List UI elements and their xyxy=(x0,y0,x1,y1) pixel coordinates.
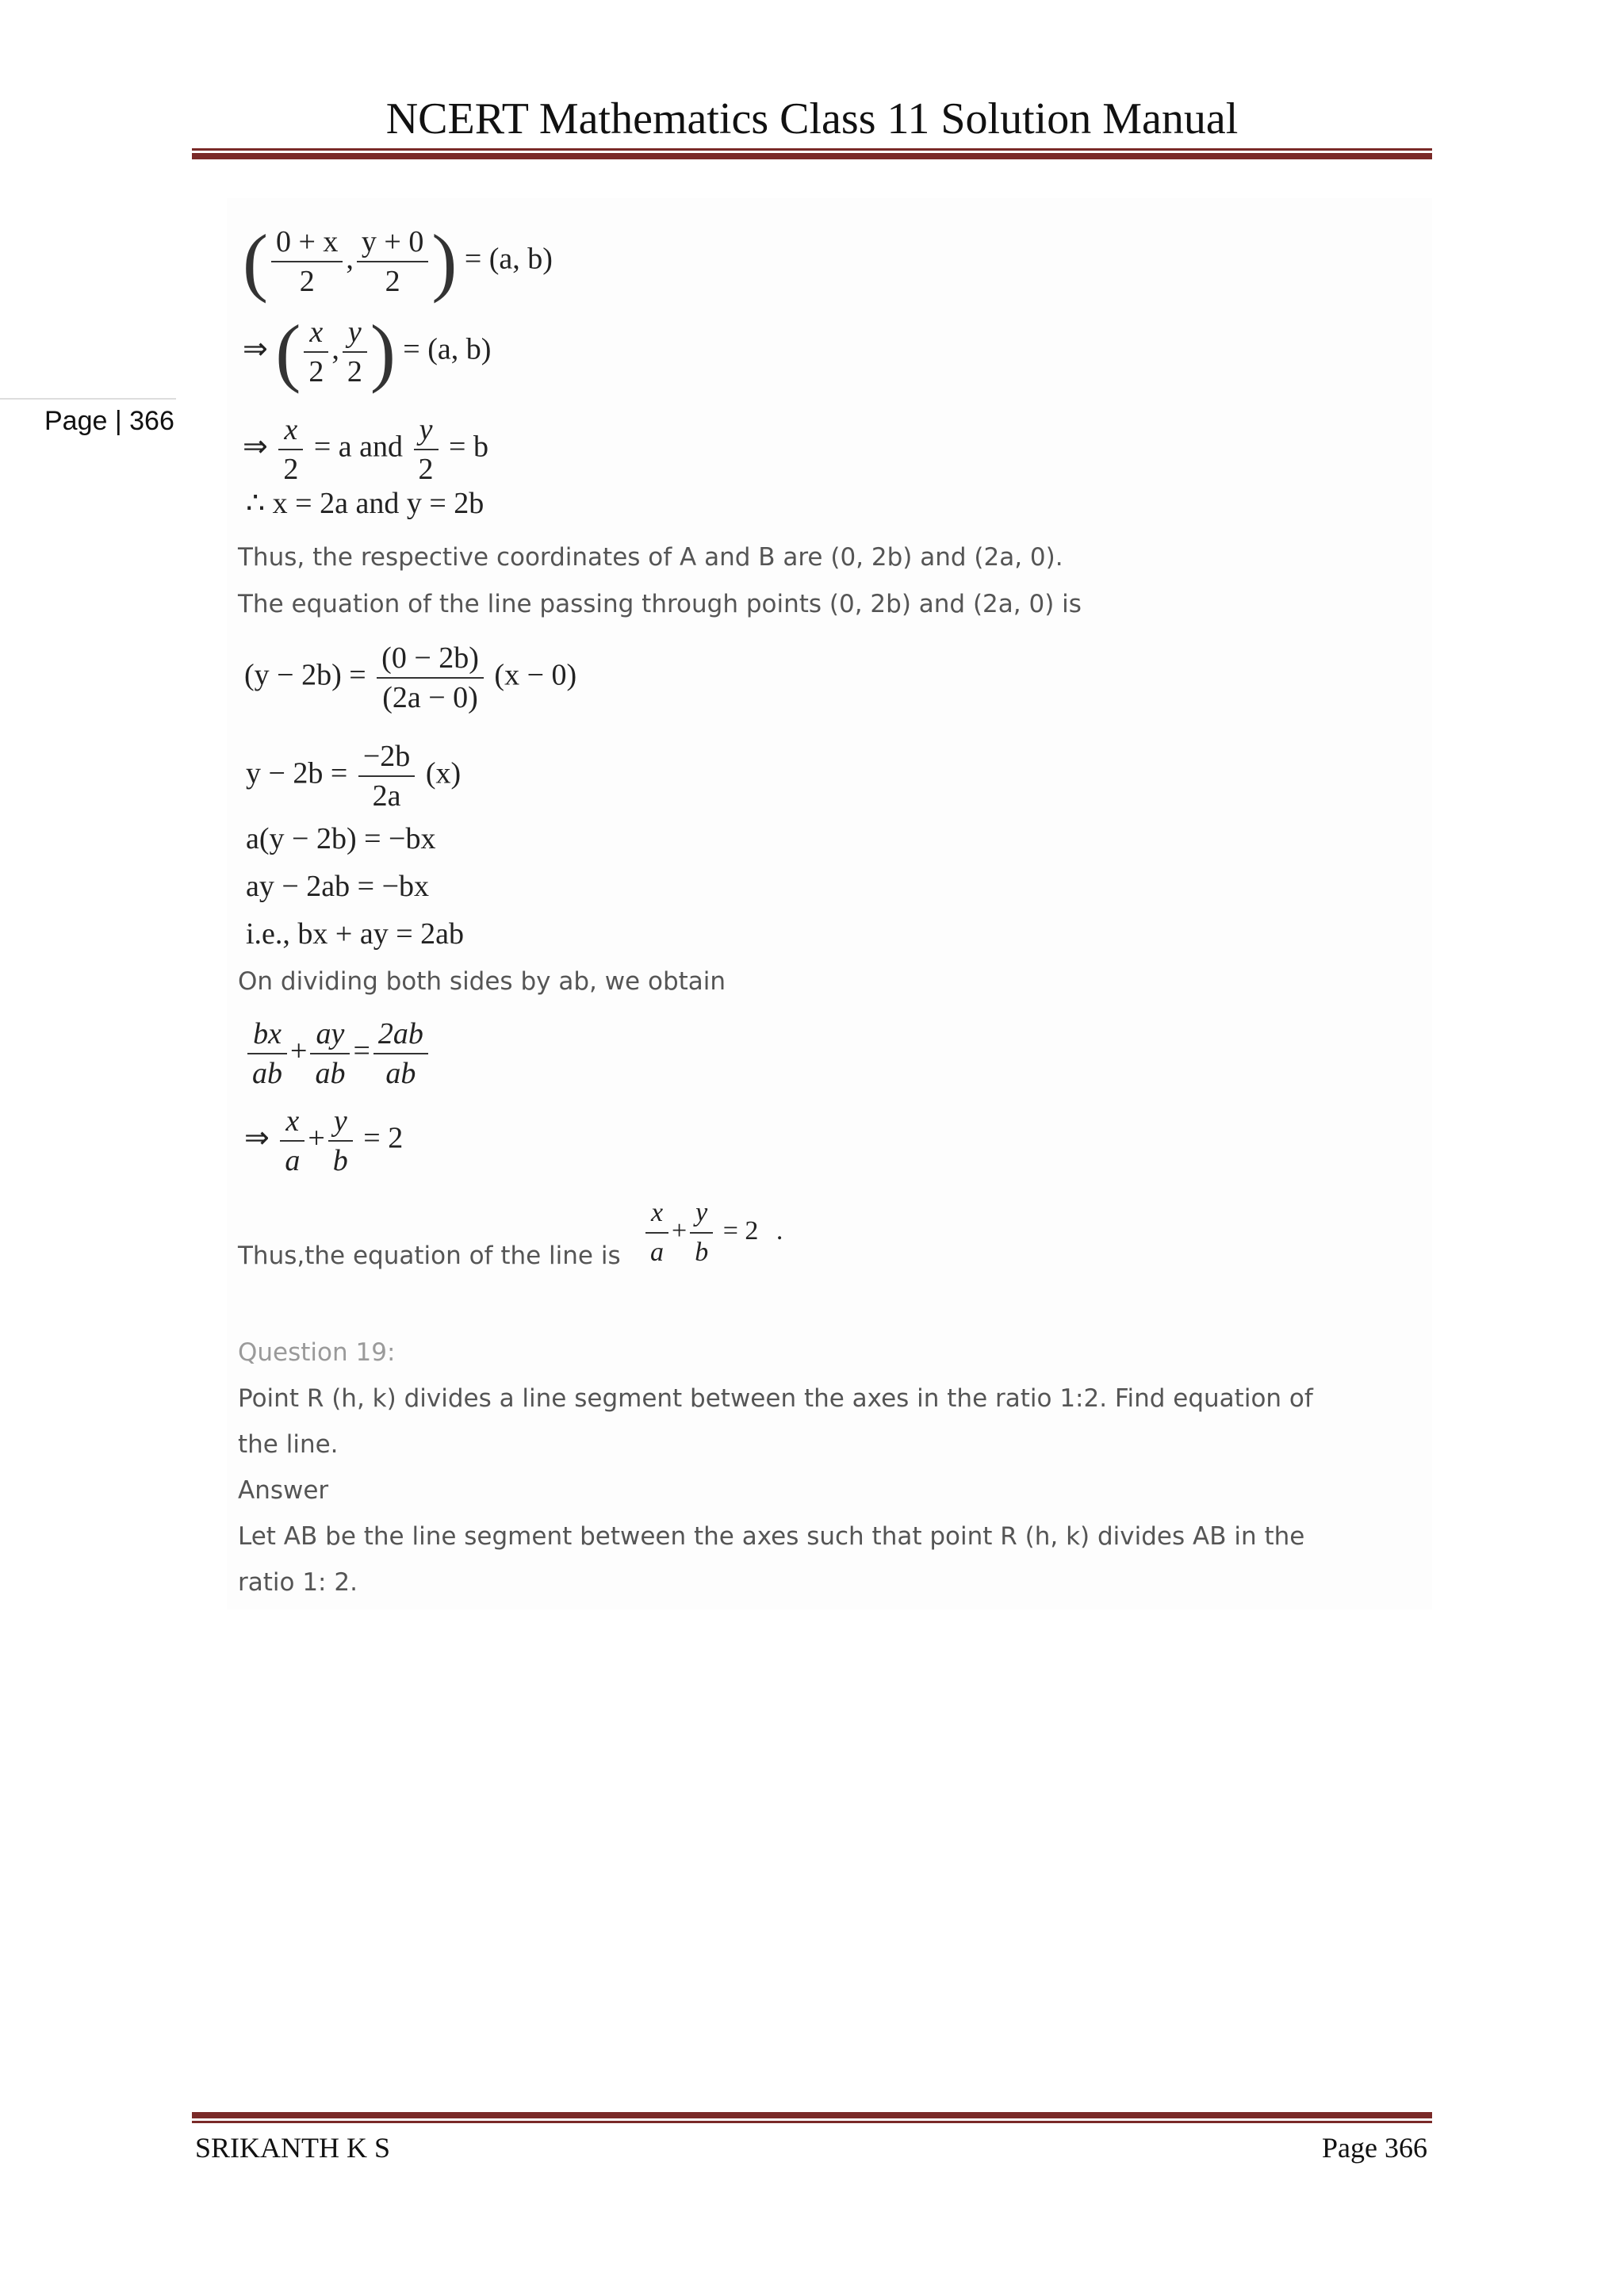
header-rule-thin xyxy=(192,148,1432,151)
footer-author: SRIKANTH K S xyxy=(195,2132,391,2164)
equation-intercept-form: ⇒ $\frac{x}{a}$ + $\frac{y}{b}$ = 2 xyxy=(244,1104,404,1177)
equation-slope-form: y − 2b = $\frac{-2b}{2a}$ (x) xyxy=(246,740,462,813)
side-tab-divider xyxy=(0,398,176,400)
equation-component-split: ⇒ $\frac{x}{2}$ = a and $\frac{y}{2}$ = b xyxy=(243,413,488,486)
answer-text-line-2: ratio 1: 2. xyxy=(238,1568,358,1597)
text-equation-conclusion: Thus,the equation of the line is xyxy=(238,1242,621,1270)
header-rule-thick xyxy=(192,153,1432,159)
text-dividing-by-ab: On dividing both sides by ab, we obtain xyxy=(238,967,726,996)
equation-midpoint: ( $\frac{0 + x}{2}$ , $\frac{y + 0}{2}$ ) = (a, b) xyxy=(243,219,553,304)
answer-label: Answer xyxy=(238,1476,329,1505)
equation-two-point-form: (y − 2b) = $\frac{(0 - 2b)}{(2a - 0)}$ (x − 0) xyxy=(244,641,577,714)
equation-standard-form: i.e., bx + ay = 2ab xyxy=(246,917,465,951)
equation-final: $\frac{x}{a}$ + $\frac{y}{b}$ = 2 . xyxy=(642,1196,783,1270)
equation-midpoint-simplified: ⇒ ( $\frac{x}{2}$ , $\frac{y}{2}$ ) = (a, b) xyxy=(243,309,492,394)
equation-multiplied: a(y − 2b) = −bx xyxy=(246,822,436,855)
side-page-label: Page | 366 xyxy=(44,406,174,436)
question-heading: Question 19: xyxy=(238,1338,396,1367)
question-text-line-1: Point R (h, k) divides a line segment between the axes in the ratio 1:2. Find equation of xyxy=(238,1384,1313,1413)
footer-page-number: Page 366 xyxy=(1322,2132,1427,2164)
footer-rule-thick xyxy=(192,2112,1432,2118)
answer-text-line-1: Let AB be the line segment between the axes such that point R (h, k) divides AB in the xyxy=(238,1522,1305,1551)
page-header-title: NCERT Mathematics Class 11 Solution Manual xyxy=(385,94,1239,144)
text-coordinates-ab: Thus, the respective coordinates of A and B are (0, 2b) and (2a, 0). xyxy=(238,543,1063,572)
equation-expanded: ay − 2ab = −bx xyxy=(246,870,430,903)
text-line-through-points: The equation of the line passing through points (0, 2b) and (2a, 0) is xyxy=(238,590,1082,618)
question-text-line-2: the line. xyxy=(238,1430,339,1459)
equation-divided: $\frac{bx}{ab}$ + $\frac{ay}{ab}$ = $\frac{2ab}{ab}$ xyxy=(244,1016,431,1091)
footer-rule-thin xyxy=(192,2121,1432,2123)
equation-solved-xy: ∴ x = 2a and y = 2b xyxy=(246,487,485,520)
